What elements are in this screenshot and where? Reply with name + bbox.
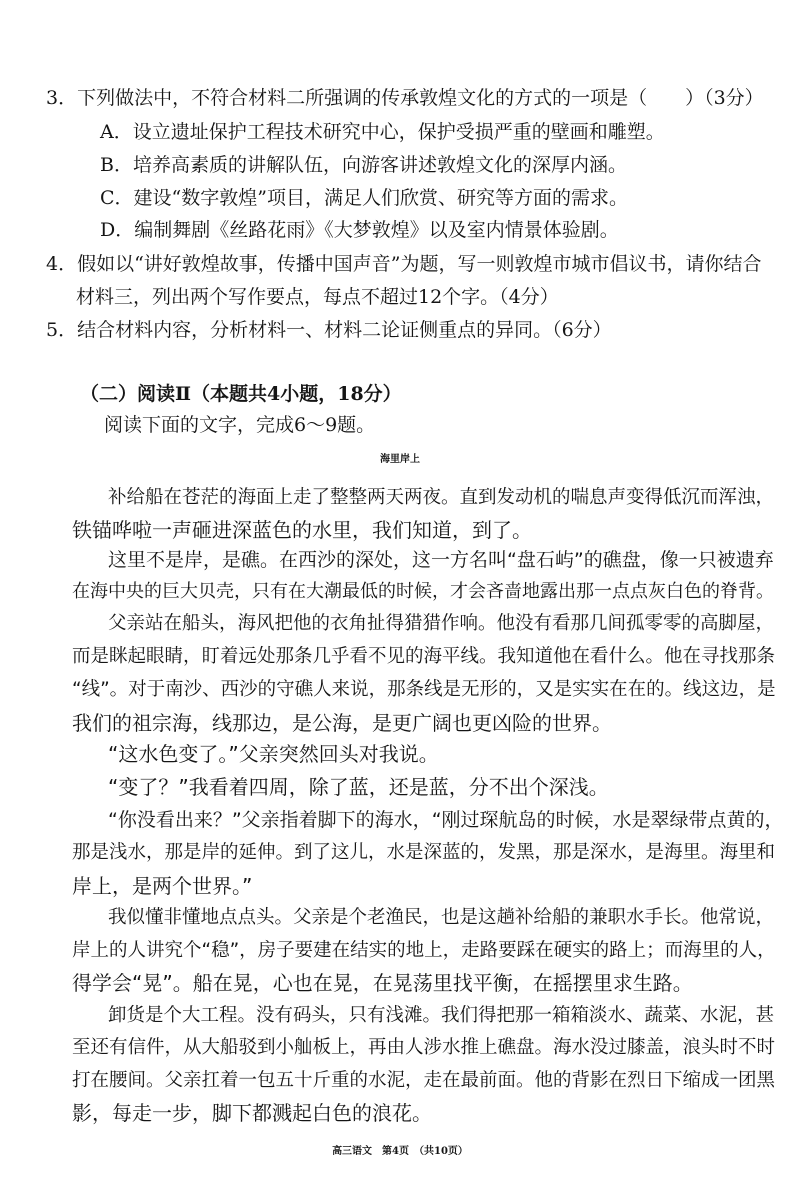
section-heading: （二）阅读Ⅱ（本题共4小题，18分） bbox=[80, 383, 402, 405]
article-line: 影，每走一步，脚下都溅起白色的浪花。 bbox=[72, 1101, 432, 1125]
question-4-line-2: 材料三，列出两个写作要点，每点不超过12个字。（4分） bbox=[76, 286, 559, 308]
question-3-option-c: C．建设“数字敦煌”项目，满足人们欣赏、研究等方面的需求。 bbox=[100, 187, 628, 209]
article-line: 铁锚哗啦一声砸进深蓝色的水里，我们知道，到了。 bbox=[72, 518, 532, 542]
article-line: 岸上的人讲究个“稳”，房子要建在结实的地上，走路要踩在硬实的路上；而海里的人， bbox=[72, 940, 776, 961]
article-line: 得学会“晃”。船在晃，心也在晃，在晃荡里找平衡，在摇摆里求生路。 bbox=[72, 971, 693, 995]
article-line: 我们的祖宗海，线那边，是公海，是更广阔也更凶险的世界。 bbox=[72, 711, 612, 735]
article-line: 那是浅水，那是岸的延伸。到了这儿，水是深蓝的，发黑，那是深水，是海里。海里和 bbox=[72, 842, 776, 863]
page-footer: 高三语文 第4页 （共10页） bbox=[332, 1146, 468, 1157]
question-4-line-1: 4．假如以“讲好敦煌故事，传播中国声音”为题，写一则敦煌市城市倡议书，请你结合 bbox=[46, 253, 762, 275]
article-line: 而是眯起眼睛，盯着远处那条几乎看不见的海平线。我知道他在看什么。他在寻找那条 bbox=[72, 646, 776, 667]
article-line: 在海中央的巨大贝壳，只有在大潮最低的时候，才会吝啬地露出那一点点灰白色的脊背。 bbox=[72, 581, 774, 602]
section-instruction: 阅读下面的文字，完成6～9题。 bbox=[104, 414, 376, 436]
article-line: 卸货是个大工程。没有码头，只有浅滩。我们得把那一箱箱淡水、蔬菜、水泥，甚 bbox=[108, 1005, 775, 1026]
question-3-option-b: B．培养高素质的讲解队伍，向游客讲述敦煌文化的深厚内涵。 bbox=[100, 154, 627, 176]
article-line: 父亲站在船头，海风把他的衣角扯得猎猎作响。他没有看那几间孤零零的高脚屋， bbox=[108, 613, 775, 634]
article-line: 这里不是岸，是礁。在西沙的深处，这一方名叫“盘石屿”的礁盘，像一只被遗弃 bbox=[108, 549, 774, 571]
article-line: 我似懂非懂地点点头。父亲是个老渔民，也是这趟补给船的兼职水手长。他常说， bbox=[108, 907, 775, 928]
article-line: “你没看出来？”父亲指着脚下的海水，“刚过琛航岛的时候，水是翠绿带点黄的， bbox=[108, 809, 784, 831]
article-line: 打在腰间。父亲扛着一包五十斤重的水泥，走在最前面。他的背影在烈日下缩成一团黑 bbox=[72, 1070, 776, 1091]
article-line: 至还有信件，从大船驳到小舢板上，再由人涉水推上礁盘。海水没过膝盖，浪头时不时 bbox=[72, 1037, 776, 1058]
question-5-line-1: 5．结合材料内容，分析材料一、材料二论证侧重点的异同。（6分） bbox=[46, 319, 612, 341]
article-line: “这水色变了。”父亲突然回头对我说。 bbox=[108, 742, 439, 766]
article-line: 岸上，是两个世界。” bbox=[72, 874, 253, 898]
question-3-option-d: D．编制舞剧《丝路花雨》《大梦敦煌》以及室内情景体验剧。 bbox=[100, 219, 619, 241]
question-3-stem: 3．下列做法中，不符合材料二所强调的传承敦煌文化的方式的一项是（ ）（3分） bbox=[46, 87, 764, 109]
article-line: 补给船在苍茫的海面上走了整整两天两夜。直到发动机的喘息声变得低沉而浑浊， bbox=[108, 487, 775, 508]
question-3-option-a: A．设立遗址保护工程技术研究中心，保护受损严重的壁画和雕塑。 bbox=[100, 121, 665, 143]
article-title: 海里岸上 bbox=[380, 454, 420, 465]
article-line: “线”。对于南沙、西沙的守礁人来说，那条线是无形的，又是实实在在的。线这边，是 bbox=[72, 679, 776, 700]
article-line: “变了？”我看着四周，除了蓝，还是蓝，分不出个深浅。 bbox=[108, 775, 609, 799]
